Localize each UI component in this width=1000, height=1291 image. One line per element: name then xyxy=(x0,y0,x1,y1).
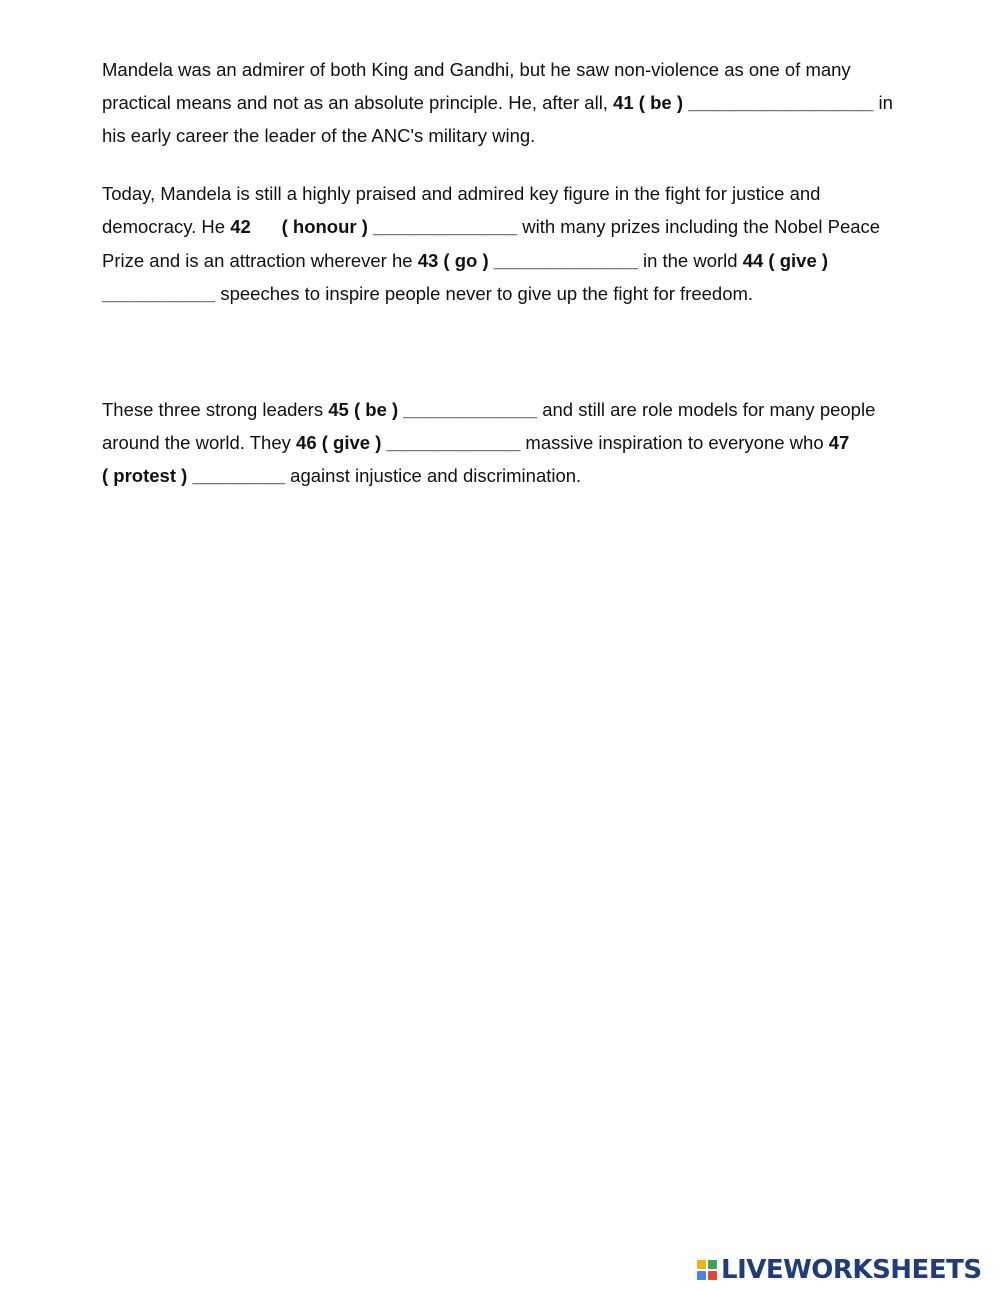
text-line xyxy=(102,250,828,272)
text-segment: Prize and is an attraction wherever he xyxy=(102,250,418,271)
liveworksheets-logo-icon xyxy=(697,1260,717,1280)
text-segment: practical means and not as an absolute principle. He, after all, xyxy=(102,92,614,113)
blank-prompt: 42 ( honour ) ______________ xyxy=(230,216,518,237)
text-line xyxy=(102,399,875,421)
blank-prompt: ___________ xyxy=(102,283,216,304)
text-segment: speeches to inspire people never to give up the fight for freedom. xyxy=(215,283,754,304)
text-segment: against injustice and discrimination. xyxy=(285,465,582,486)
text-segment: in the world xyxy=(637,250,743,271)
text-line xyxy=(102,92,893,114)
text-segment: democracy. He xyxy=(102,216,231,237)
text-segment: with many prizes including the Nobel Peace xyxy=(517,216,881,237)
logo-square-4 xyxy=(708,1271,717,1280)
blank-prompt: 41 ( be ) __________________ xyxy=(613,92,874,113)
text-segment: Mandela was an admirer of both King and Gandhi, but he saw non-violence as one of many xyxy=(102,59,851,80)
text-segment: massive inspiration to everyone who xyxy=(520,432,829,453)
logo-square-2 xyxy=(708,1260,717,1269)
text-line xyxy=(102,59,851,81)
text-line xyxy=(102,125,535,147)
liveworksheets-logo xyxy=(697,1255,982,1285)
blank-prompt: 45 ( be ) _____________ xyxy=(328,399,538,420)
logo-square-1 xyxy=(697,1260,706,1269)
logo-square-3 xyxy=(697,1271,706,1280)
text-segment: around the world. They xyxy=(102,432,297,453)
text-line xyxy=(102,465,581,487)
blank-prompt: 44 ( give ) xyxy=(742,250,829,271)
text-line xyxy=(102,216,880,238)
text-segment: and still are role models for many people xyxy=(537,399,876,420)
text-segment: in xyxy=(873,92,893,113)
text-line xyxy=(102,183,820,205)
blank-prompt: 43 ( go ) ______________ xyxy=(417,250,638,271)
text-segment: These three strong leaders xyxy=(102,399,329,420)
blank-prompt: 46 ( give ) _____________ xyxy=(296,432,521,453)
text-line xyxy=(102,283,753,305)
text-segment: Today, Mandela is still a highly praised and admired key figure in the fight for justice and xyxy=(102,183,821,204)
logo-text: LIVEWORKSHEETS xyxy=(721,1255,982,1285)
text-segment: his early career the leader of the ANC's military wing. xyxy=(102,125,536,146)
text-line xyxy=(102,432,849,454)
blank-prompt: 47 xyxy=(828,432,850,453)
blank-prompt: ( protest ) _________ xyxy=(102,465,286,486)
